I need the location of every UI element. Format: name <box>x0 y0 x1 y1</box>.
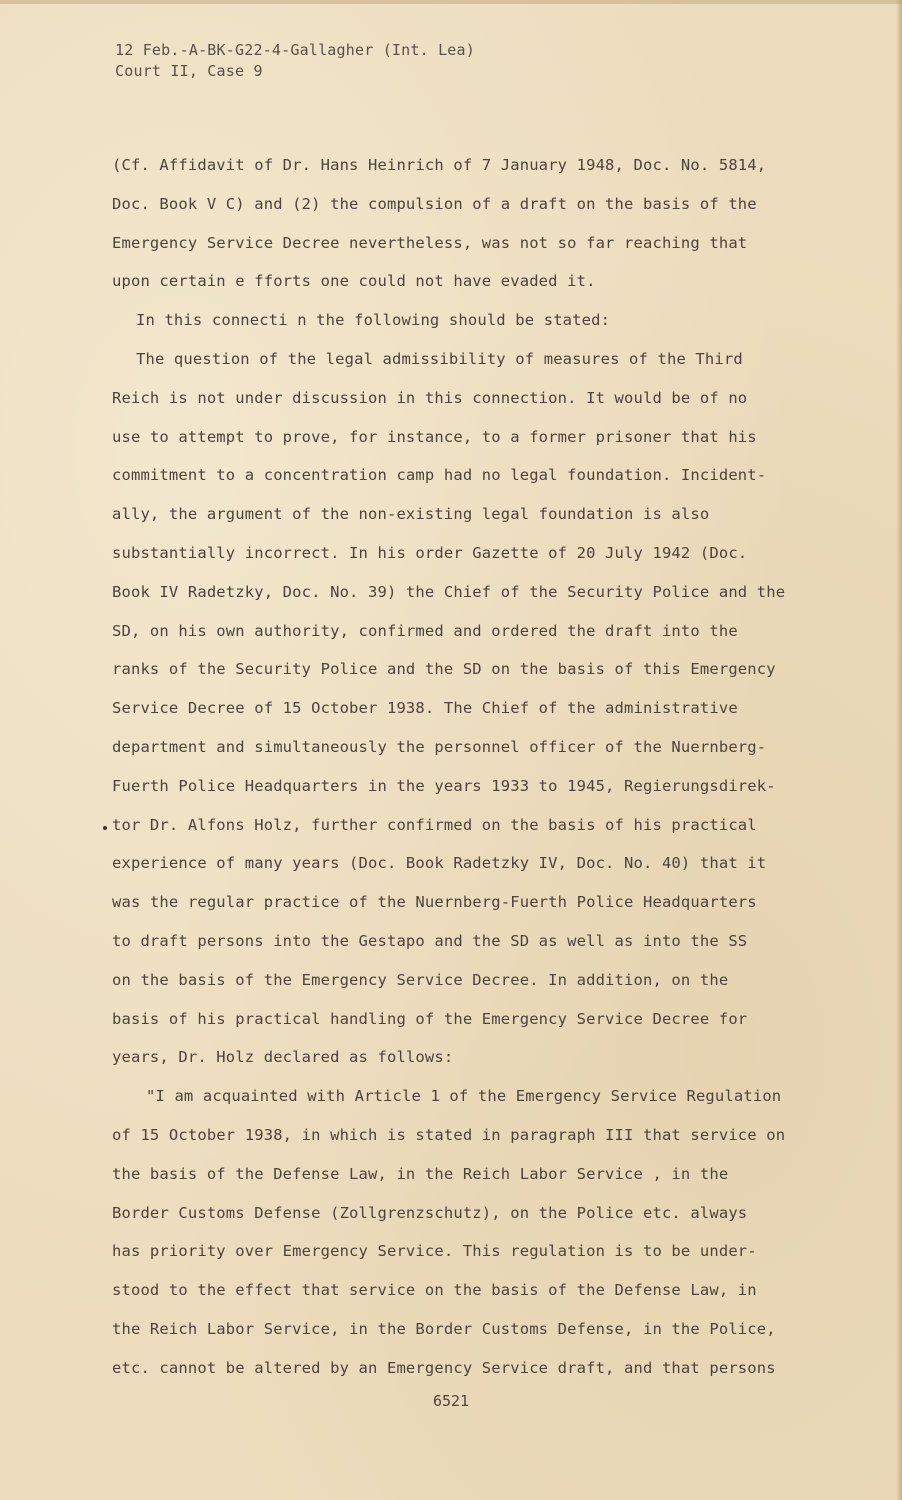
body-line: commitment to a concentration camp had no legal foundation. Incident- <box>112 466 767 485</box>
quoted-line: etc. cannot be altered by an Emergency Service draft, and that persons <box>112 1358 776 1377</box>
body-line: (Cf. Affidavit of Dr. Hans Heinrich of 7 January 1948, Doc. No. 5814, <box>112 156 767 174</box>
body-line: The question of the legal admissibility of measures of the Third <box>136 349 743 368</box>
body-line: Doc. Book V C) and (2) the compulsion of a draft on the basis of the <box>112 194 757 213</box>
body-line: ranks of the Security Police and the SD on the basis of this Emergency <box>112 660 776 679</box>
quoted-line: Border Customs Defense (Zollgrenzschutz), on the Police etc. always <box>112 1203 748 1222</box>
body-line: Service Decree of 15 October 1938. The Chief of the administrative <box>112 699 738 718</box>
body-line: substantially incorrect. In his order Gazette of 20 July 1942 (Doc. <box>112 543 748 562</box>
quoted-line: of 15 October 1938, in which is stated in paragraph III that service on <box>112 1125 786 1144</box>
body-line: Book IV Radetzky, Doc. No. 39) the Chief of the Security Police and the <box>112 582 786 601</box>
page-top-edge <box>0 0 902 4</box>
body-line: In this connecti n the following should be stated: <box>136 311 611 330</box>
body-line: use to attempt to prove, for instance, to a former prisoner that his <box>112 427 757 446</box>
document-header <box>115 40 475 82</box>
body-line: years, Dr. Holz declared as follows: <box>112 1048 454 1067</box>
quoted-line: stood to the effect that service on the basis of the Defense Law, in <box>112 1281 757 1300</box>
body-line: experience of many years (Doc. Book Radetzky IV, Doc. No. 40) that it <box>112 854 767 873</box>
quoted-line: has priority over Emergency Service. This regulation is to be under- <box>112 1242 757 1261</box>
header-reference-line: 12 Feb.-A-BK-G22-4-Gallagher (Int. Lea) <box>115 41 475 59</box>
page-number: 6521 <box>432 1392 470 1410</box>
body-line: Fuerth Police Headquarters in the years 1933 to 1945, Regierungsdirek- <box>112 776 776 795</box>
body-line: was the regular practice of the Nuernberg-Fuerth Police Headquarters <box>112 893 757 912</box>
body-line: basis of his practical handling of the Emergency Service Decree for <box>112 1009 748 1028</box>
body-line: Emergency Service Decree nevertheless, was not so far reaching that <box>112 233 748 252</box>
body-line: SD, on his own authority, confirmed and ordered the draft into the <box>112 621 738 640</box>
body-line: on the basis of the Emergency Service Decree. In addition, on the <box>112 970 729 989</box>
body-line: ally, the argument of the non-existing legal foundation is also <box>112 505 710 524</box>
header-court-line: Court II, Case 9 <box>115 62 263 80</box>
quoted-line: the basis of the Defense Law, in the Reich Labor Service , in the <box>112 1164 729 1183</box>
page-right-edge <box>896 0 902 1500</box>
body-line: to draft persons into the Gestapo and the SD as well as into the SS <box>112 931 748 950</box>
quoted-line: "I am acquainted with Article 1 of the Emergency Service Regulation <box>146 1087 782 1106</box>
margin-dot <box>103 826 107 830</box>
body-line: upon certain e fforts one could not have evaded it. <box>112 272 596 291</box>
body-line: tor Dr. Alfons Holz, further confirmed on the basis of his practical <box>112 815 757 834</box>
quoted-line: the Reich Labor Service, in the Border Customs Defense, in the Police, <box>112 1319 776 1338</box>
document-body <box>112 146 822 1388</box>
body-line: Reich is not under discussion in this connection. It would be of no <box>112 388 748 407</box>
body-line: department and simultaneously the personnel officer of the Nuernberg- <box>112 737 767 756</box>
